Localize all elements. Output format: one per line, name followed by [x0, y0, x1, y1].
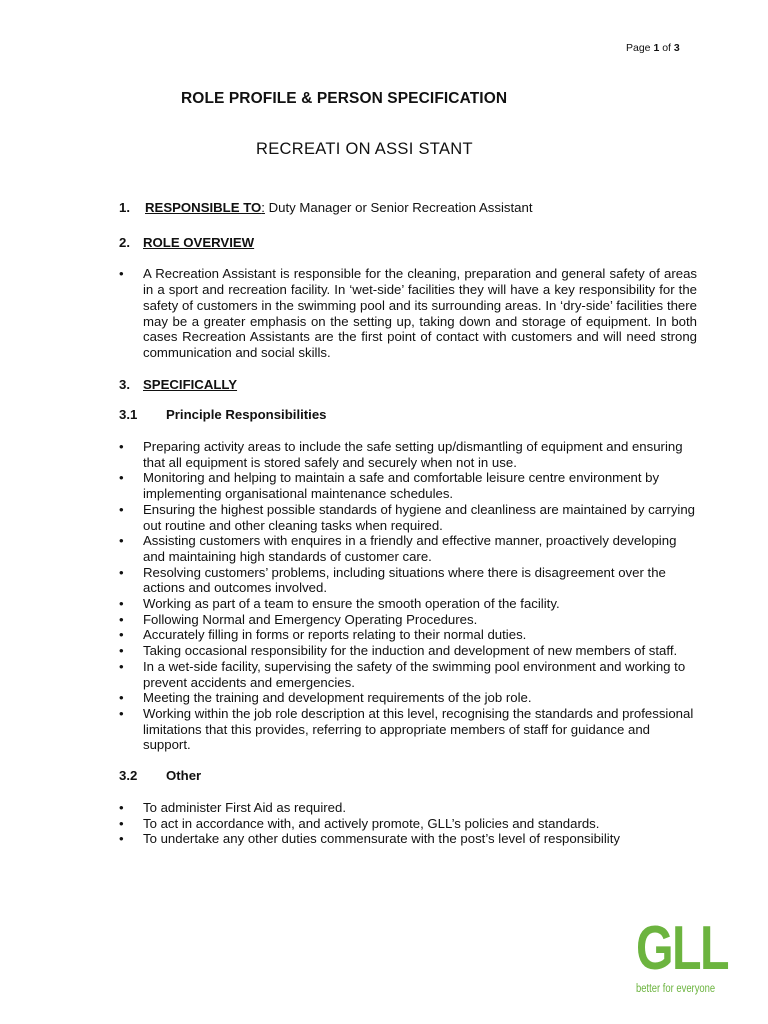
- bullet-icon: •: [119, 831, 124, 847]
- list-item-text: To undertake any other duties commensurate with the post’s level of responsibility: [143, 831, 620, 847]
- section-heading: [119, 235, 697, 251]
- subsection-heading: [119, 768, 697, 784]
- gll-logo: [636, 914, 732, 995]
- other-duties-list: [119, 800, 697, 847]
- bullet-icon: •: [119, 439, 124, 455]
- bullet-icon: •: [119, 470, 124, 486]
- list-item: [119, 439, 697, 470]
- list-item-text: Meeting the training and development requirements of the job role.: [143, 690, 532, 706]
- bullet-icon: •: [119, 501, 124, 517]
- subsection-label: Other: [166, 768, 202, 784]
- list-item: [119, 612, 697, 628]
- list-item-text: In a wet-side facility, supervising the safety of the swimming pool environment and working to prevent accidents and emergencies.: [143, 658, 686, 690]
- subsection-number: 3.2: [119, 768, 138, 784]
- list-item-text: To administer First Aid as required.: [143, 799, 347, 815]
- page-label: Page: [626, 42, 651, 54]
- list-item-text: Working as part of a team to ensure the smooth operation of the facility.: [143, 596, 560, 612]
- list-item-text: Accurately filling in forms or reports relating to their normal duties.: [143, 627, 527, 643]
- responsible-to-value: Duty Manager or Senior Recreation Assistant: [264, 200, 533, 215]
- section-responsible-to: [119, 200, 697, 216]
- list-item: [119, 596, 697, 612]
- bullet-icon: •: [119, 799, 124, 815]
- bullet-icon: •: [119, 611, 124, 627]
- list-item: [119, 533, 697, 564]
- principle-responsibilities-list: [119, 439, 697, 753]
- page-of: of: [662, 42, 671, 54]
- list-item-text: Resolving customers’ problems, including situations where there is disagreement over the actions and outcomes involved.: [143, 564, 666, 596]
- list-item: [119, 831, 697, 847]
- list-item: [119, 643, 697, 659]
- list-item: [119, 706, 697, 753]
- bullet-icon: •: [119, 596, 124, 612]
- list-item-text: Monitoring and helping to maintain a safe and comfortable leisure centre environment by implementing organisational maintenance schedules.: [143, 470, 660, 502]
- bullet-icon: •: [119, 627, 124, 643]
- document-title: ROLE PROFILE & PERSON SPECIFICATION: [181, 90, 508, 107]
- page-current: 1: [653, 42, 660, 54]
- bullet-icon: •: [119, 690, 124, 706]
- list-item-text: To act in accordance with, and actively promote, GLL’s policies and standards.: [143, 815, 600, 831]
- section-number: 1.: [119, 200, 130, 215]
- page-number: [626, 42, 680, 54]
- list-item: [119, 470, 697, 501]
- list-item: [119, 659, 697, 690]
- section-label: RESPONSIBLE TO: [145, 200, 262, 215]
- bullet-icon: •: [119, 564, 124, 580]
- section-heading: [119, 200, 261, 215]
- bullet-icon: •: [119, 815, 124, 831]
- page-total: 3: [673, 42, 680, 54]
- document-subtitle: RECREATI ON ASSI STANT: [256, 140, 473, 158]
- list-item-text: A Recreation Assistant is responsible for the cleaning, preparation and general safety of areas in a sport and recreation facility. In ‘wet-side’ facilities they will have a key responsibility for the safety of customers in the swimming pool and its surrounding areas. In ‘dry-side’ facilities there may be a greater emphasis on the setting up, taking down and storage of equipment. In both cases Recreation Assistants are the first point of contact with customers and will need strong communication and social skills.: [143, 266, 697, 360]
- section-label: SPECIFICALLY: [143, 376, 238, 392]
- list-item: [119, 502, 697, 533]
- list-item: [119, 565, 697, 596]
- document-body: [119, 198, 697, 847]
- bullet-icon: •: [119, 266, 124, 282]
- section-number: 2.: [119, 234, 130, 250]
- subsection-label: Principle Responsibilities: [166, 407, 327, 423]
- list-item: [119, 690, 697, 706]
- bullet-icon: •: [119, 533, 124, 549]
- logo-tagline: better for everyone: [636, 983, 716, 995]
- list-item-text: Assisting customers with enquires in a friendly and effective manner, proactively developing and maintaining high standards of customer care.: [143, 533, 677, 564]
- role-overview-list: [119, 266, 697, 360]
- bullet-icon: •: [119, 643, 124, 659]
- list-item: [119, 627, 697, 643]
- list-item-text: Following Normal and Emergency Operating Procedures.: [143, 611, 478, 627]
- section-colon: :: [261, 200, 265, 215]
- list-item: [119, 800, 697, 816]
- bullet-icon: •: [119, 658, 124, 674]
- section-number: 3.: [119, 376, 130, 392]
- list-item-text: Working within the job role description at this level, recognising the standards and professional limitations that this provides, referring to appropriate members of staff for guidance and support.: [143, 705, 694, 753]
- section-heading: [119, 377, 697, 393]
- list-item: [119, 266, 697, 360]
- list-item: [119, 816, 697, 832]
- list-item-text: Ensuring the highest possible standards of hygiene and cleanliness are maintained by carrying out routine and other cleaning tasks when required.: [143, 501, 696, 533]
- bullet-icon: •: [119, 705, 124, 721]
- subsection-heading: [119, 407, 697, 423]
- list-item-text: Taking occasional responsibility for the induction and development of new members of staff.: [143, 643, 678, 659]
- subsection-number: 3.1: [119, 407, 138, 423]
- section-label: ROLE OVERVIEW: [143, 234, 255, 250]
- logo-wordmark: GLL: [636, 914, 729, 983]
- list-item-text: Preparing activity areas to include the safe setting up/dismantling of equipment and ensuring that all equipment is stored safely and securely when not in use.: [143, 439, 683, 470]
